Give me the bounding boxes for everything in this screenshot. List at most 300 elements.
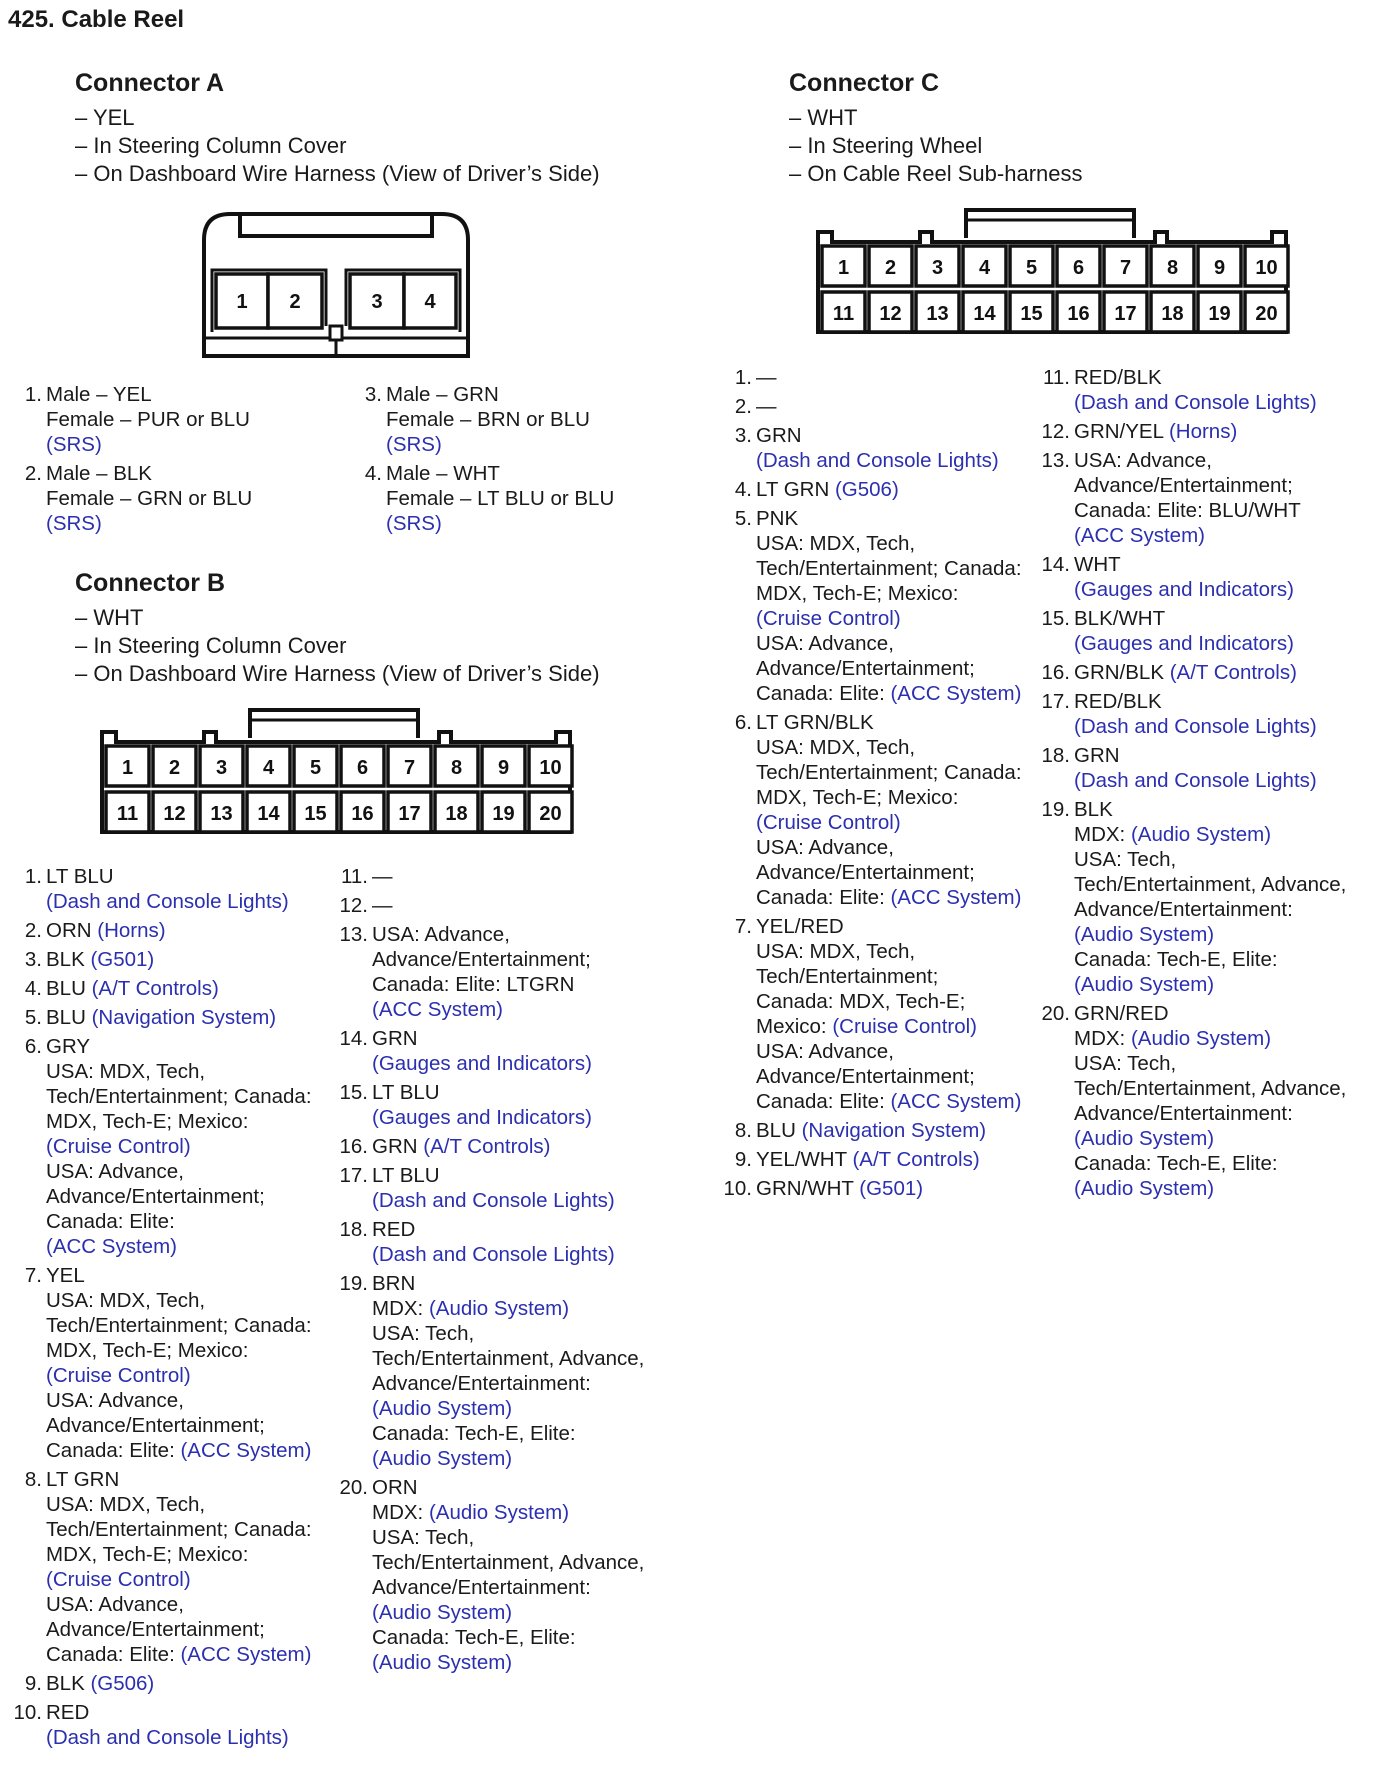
pin-desc-text: Canada: Elite: BLU/WHT bbox=[1074, 499, 1301, 522]
pin-desc-text: Tech/Entertainment; Canada: bbox=[46, 1085, 312, 1108]
pin-number: 3. bbox=[734, 424, 752, 447]
pin-desc-line bbox=[1074, 689, 1380, 714]
pin-desc-text: RED bbox=[372, 1218, 416, 1241]
circuit-link[interactable]: (SRS) bbox=[46, 433, 102, 456]
connector-c-header bbox=[789, 68, 1083, 188]
pin-number: 14. bbox=[339, 1027, 368, 1050]
circuit-link[interactable]: (Audio System) bbox=[1074, 1177, 1215, 1200]
pin-desc-text: Male – YEL bbox=[46, 383, 152, 406]
pin-desc-text: MDX, Tech-E; Mexico: bbox=[756, 786, 959, 809]
pin-number: 4. bbox=[734, 478, 752, 501]
pin-desc-line bbox=[372, 1446, 678, 1471]
pin-desc-line bbox=[372, 864, 678, 889]
pin-desc-text: Advance/Entertainment; bbox=[1074, 474, 1293, 497]
circuit-link[interactable]: (Audio System) bbox=[1074, 1127, 1215, 1150]
pin-desc-text: Tech/Entertainment, Advance, bbox=[1074, 873, 1347, 896]
pin-desc-line bbox=[1074, 1101, 1380, 1126]
pin-number: 16. bbox=[1041, 661, 1070, 684]
pin-desc-line bbox=[1074, 768, 1380, 793]
connector-b-pin-label: 8 bbox=[450, 757, 463, 779]
connector-b-pin-label: 16 bbox=[351, 803, 374, 825]
circuit-link[interactable]: (Audio System) bbox=[1130, 823, 1272, 846]
pin-number: 7. bbox=[24, 1264, 42, 1287]
pin-desc-line bbox=[1074, 897, 1380, 922]
pin-desc-text: USA: Advance, bbox=[46, 1593, 184, 1616]
pin-desc-line bbox=[756, 423, 1052, 448]
pin-desc-text: Female – GRN or BLU bbox=[46, 487, 253, 510]
page-title: 425. Cable Reel bbox=[8, 6, 185, 33]
pin-desc-text: Canada: Elite: bbox=[46, 1439, 181, 1462]
pin-entry bbox=[722, 1118, 1052, 1143]
pin-number: 9. bbox=[24, 1672, 42, 1695]
connector-b-pin-label: 6 bbox=[356, 757, 369, 779]
circuit-link[interactable]: (Cruise Control) bbox=[832, 1015, 977, 1038]
pin-number: 10. bbox=[723, 1177, 752, 1200]
pin-desc-text: MDX, Tech-E; Mexico: bbox=[46, 1543, 249, 1566]
pin-desc-line bbox=[372, 922, 678, 947]
pin-desc-text: USA: MDX, Tech, bbox=[756, 532, 916, 555]
pin-number: 1. bbox=[734, 366, 752, 389]
pin-desc-line bbox=[46, 1288, 332, 1313]
pin-desc-text: USA: Advance, bbox=[756, 632, 894, 655]
pin-desc-line bbox=[372, 1321, 678, 1346]
connector-b-pin-label: 4 bbox=[262, 757, 275, 779]
connector-b-diagram bbox=[98, 706, 574, 836]
pin-entry bbox=[12, 1467, 332, 1667]
pin-entry bbox=[722, 1176, 1052, 1201]
pin-desc-text: BRN bbox=[372, 1272, 416, 1295]
pin-desc-text: GRN/WHT bbox=[756, 1177, 860, 1200]
pin-number: 8. bbox=[24, 1468, 42, 1491]
pin-entry bbox=[12, 1671, 332, 1696]
circuit-link[interactable]: (Cruise Control) bbox=[46, 1364, 191, 1387]
pin-desc-line bbox=[1074, 365, 1380, 390]
pin-desc-line bbox=[1074, 743, 1380, 768]
connector-c-pin-label: 9 bbox=[1213, 257, 1226, 279]
circuit-link[interactable]: (ACC System) bbox=[372, 998, 503, 1021]
pin-desc-line bbox=[46, 1134, 332, 1159]
connector-b-pin-label: 17 bbox=[398, 803, 421, 825]
pin-desc-text: Canada: Elite: bbox=[46, 1643, 181, 1666]
circuit-link[interactable]: (Dash and Console Lights) bbox=[1074, 391, 1317, 414]
pin-desc-line bbox=[372, 1242, 678, 1267]
pin-desc-line bbox=[1074, 1151, 1380, 1176]
pin-entry bbox=[12, 1700, 332, 1750]
pin-desc-line bbox=[46, 889, 332, 914]
pin-desc-line bbox=[372, 1475, 678, 1500]
pin-entry bbox=[722, 394, 1052, 419]
pin-desc-line bbox=[1074, 473, 1380, 498]
pin-desc-line bbox=[756, 631, 1052, 656]
pin-number: 13. bbox=[1041, 449, 1070, 472]
pin-entry bbox=[338, 1217, 678, 1267]
pin-number: 5. bbox=[24, 1006, 42, 1029]
pin-entry bbox=[1040, 448, 1380, 548]
circuit-link[interactable]: (G506) bbox=[90, 1672, 155, 1695]
connector-b-pin-label: 13 bbox=[210, 803, 233, 825]
pin-desc-text: ORN bbox=[46, 919, 98, 942]
pin-number: 17. bbox=[339, 1164, 368, 1187]
connector-a-pin-label: 1 bbox=[236, 291, 248, 313]
pin-desc-text: Advance/Entertainment; bbox=[756, 1065, 975, 1088]
pin-desc-text: Advance/Entertainment: bbox=[372, 1372, 591, 1395]
circuit-link[interactable]: (Gauges and Indicators) bbox=[1074, 578, 1294, 601]
pin-desc-line bbox=[1074, 1051, 1380, 1076]
pin-desc-line bbox=[756, 810, 1052, 835]
pin-entry bbox=[12, 461, 332, 536]
pin-desc-line bbox=[46, 1184, 332, 1209]
circuit-link[interactable]: (Audio System) bbox=[428, 1501, 570, 1524]
pin-desc-text: BLU bbox=[46, 1006, 92, 1029]
circuit-link[interactable]: (SRS) bbox=[386, 512, 442, 535]
pin-number: 19. bbox=[1041, 798, 1070, 821]
pin-entry bbox=[338, 922, 678, 1022]
circuit-link[interactable]: (Cruise Control) bbox=[756, 811, 901, 834]
circuit-link[interactable]: (A/T Controls) bbox=[423, 1135, 551, 1158]
pin-desc-line bbox=[1074, 660, 1380, 685]
circuit-link[interactable]: (A/T Controls) bbox=[852, 1148, 980, 1171]
pin-desc-line bbox=[756, 1147, 1052, 1172]
connector-c-pin-label: 3 bbox=[931, 257, 944, 279]
pin-entry bbox=[1040, 1001, 1380, 1201]
circuit-link[interactable]: (Dash and Console Lights) bbox=[1074, 715, 1317, 738]
connector-b-pin-label: 14 bbox=[257, 803, 280, 825]
circuit-link[interactable]: (ACC System) bbox=[890, 682, 1022, 705]
pin-desc-text: Canada: MDX, Tech-E; bbox=[756, 990, 966, 1013]
pin-number: 2. bbox=[734, 395, 752, 418]
pin-number: 9. bbox=[734, 1148, 752, 1171]
pin-desc-line bbox=[372, 1346, 678, 1371]
pin-desc-line bbox=[756, 914, 1052, 939]
pin-desc-line bbox=[46, 1084, 332, 1109]
pin-desc-text: Tech/Entertainment; Canada: bbox=[46, 1314, 312, 1337]
pin-desc-line bbox=[46, 1109, 332, 1134]
pin-desc-line bbox=[1074, 1176, 1380, 1201]
pin-desc-text: MDX, Tech-E; Mexico: bbox=[46, 1339, 249, 1362]
pin-number: 12. bbox=[339, 894, 368, 917]
pin-number: 4. bbox=[24, 977, 42, 1000]
circuit-link[interactable]: (Audio System) bbox=[428, 1297, 570, 1320]
circuit-link[interactable]: (Audio System) bbox=[1074, 923, 1215, 946]
connector-b-pin-label: 12 bbox=[163, 803, 186, 825]
pin-desc-text: LT BLU bbox=[46, 865, 114, 888]
pin-number: 2. bbox=[24, 462, 42, 485]
pin-entry bbox=[12, 947, 332, 972]
pin-desc-text: Male – WHT bbox=[386, 462, 500, 485]
circuit-link[interactable]: (Audio System) bbox=[1130, 1027, 1272, 1050]
pin-entry bbox=[338, 893, 678, 918]
pin-desc-line bbox=[756, 939, 1052, 964]
pin-entry bbox=[12, 382, 332, 457]
pin-desc-text: Canada: Elite: LTGRN bbox=[372, 973, 575, 996]
pin-desc-text: Advance/Entertainment; bbox=[756, 657, 975, 680]
circuit-link[interactable]: (Gauges and Indicators) bbox=[1074, 632, 1294, 655]
pin-desc-line bbox=[46, 1388, 332, 1413]
pin-desc-text: MDX: bbox=[1074, 823, 1131, 846]
connector-b-description bbox=[75, 604, 600, 688]
pin-desc-text: Tech/Entertainment; Canada: bbox=[756, 557, 1022, 580]
pin-number: 14. bbox=[1041, 553, 1070, 576]
circuit-link[interactable]: (Dash and Console Lights) bbox=[372, 1243, 615, 1266]
pin-desc-line bbox=[386, 432, 682, 457]
pin-number: 18. bbox=[1041, 744, 1070, 767]
pin-desc-line bbox=[372, 1296, 678, 1321]
connector-b-title: Connector B bbox=[75, 569, 225, 597]
pin-desc-line bbox=[46, 976, 332, 1001]
pin-desc-text: YEL bbox=[46, 1264, 85, 1287]
pin-desc-text: Canada: Elite: bbox=[756, 682, 891, 705]
pin-desc-text: USA: Tech, bbox=[1074, 848, 1177, 871]
connector-b-pin-label: 7 bbox=[403, 757, 416, 779]
pin-desc-text: Advance/Entertainment: bbox=[372, 1576, 591, 1599]
pin-desc-line bbox=[46, 511, 332, 536]
pin-desc-text: Canada: Tech-E, Elite: bbox=[1074, 1152, 1278, 1175]
pin-entry bbox=[1040, 689, 1380, 739]
pin-desc-text: GRN bbox=[372, 1135, 424, 1158]
pin-entry bbox=[722, 710, 1052, 910]
pin-entry bbox=[338, 1163, 678, 1213]
connector-c-title: Connector C bbox=[789, 69, 939, 97]
circuit-link[interactable]: (Gauges and Indicators) bbox=[372, 1106, 592, 1129]
pin-desc-line bbox=[756, 710, 1052, 735]
pin-entry bbox=[12, 1005, 332, 1030]
pin-desc-line bbox=[756, 365, 1052, 390]
pin-desc-line bbox=[756, 656, 1052, 681]
circuit-link[interactable]: (Dash and Console Lights) bbox=[46, 1726, 289, 1749]
pin-number: 6. bbox=[24, 1035, 42, 1058]
pin-desc-text: GRN/YEL bbox=[1074, 420, 1169, 443]
connector-b-pin-label: 9 bbox=[497, 757, 510, 779]
circuit-link[interactable]: (Cruise Control) bbox=[46, 1568, 191, 1591]
pin-desc-line bbox=[756, 477, 1052, 502]
pin-desc-text: USA: Advance, bbox=[372, 923, 510, 946]
pin-desc-text: YEL/RED bbox=[756, 915, 844, 938]
connector-c-pin-label: 10 bbox=[1255, 257, 1278, 279]
pin-desc-text: Canada: Elite: bbox=[756, 1090, 891, 1113]
pin-desc-text: Advance/Entertainment; bbox=[46, 1414, 265, 1437]
pin-desc-line bbox=[1074, 1076, 1380, 1101]
circuit-link[interactable]: (Cruise Control) bbox=[756, 607, 901, 630]
pin-number: 2. bbox=[24, 919, 42, 942]
pin-desc-line bbox=[1074, 577, 1380, 602]
pin-desc-line bbox=[386, 486, 682, 511]
pin-number: 3. bbox=[364, 383, 382, 406]
pin-desc-text: Tech/Entertainment; Canada: bbox=[756, 761, 1022, 784]
pin-entry bbox=[352, 382, 682, 457]
connector-c-description bbox=[789, 104, 1083, 188]
pin-desc-line bbox=[372, 1217, 678, 1242]
pin-desc-line bbox=[46, 1338, 332, 1363]
circuit-link[interactable]: (SRS) bbox=[46, 512, 102, 535]
pin-desc-text: LT GRN bbox=[756, 478, 835, 501]
pin-desc-line bbox=[1074, 390, 1380, 415]
pin-desc-text: LT GRN bbox=[46, 1468, 120, 1491]
pin-desc-text: USA: Tech, bbox=[372, 1526, 475, 1549]
connector-c-pin-label: 7 bbox=[1119, 257, 1132, 279]
circuit-link[interactable]: (ACC System) bbox=[180, 1643, 312, 1666]
circuit-link[interactable]: (Audio System) bbox=[1074, 973, 1215, 996]
pin-desc-text: GRN bbox=[756, 424, 802, 447]
circuit-link[interactable]: (Dash and Console Lights) bbox=[46, 890, 289, 913]
circuit-link[interactable]: (Horns) bbox=[1168, 420, 1238, 443]
connector-b-pin-label: 1 bbox=[121, 757, 134, 779]
circuit-link[interactable]: (Audio System) bbox=[372, 1447, 513, 1470]
pin-number: 18. bbox=[339, 1218, 368, 1241]
pin-desc-text: BLU bbox=[756, 1119, 802, 1142]
connector-c-pin-list-left bbox=[722, 365, 1052, 1205]
circuit-link[interactable]: (SRS) bbox=[386, 433, 442, 456]
pin-desc-line bbox=[1074, 1126, 1380, 1151]
circuit-link[interactable]: (ACC System) bbox=[180, 1439, 312, 1462]
pin-desc-text: USA: Advance, bbox=[46, 1160, 184, 1183]
pin-desc-text: Advance/Entertainment; bbox=[46, 1618, 265, 1641]
circuit-link[interactable]: (Audio System) bbox=[372, 1601, 513, 1624]
pin-desc-line bbox=[1074, 498, 1380, 523]
pin-desc-line bbox=[756, 885, 1052, 910]
connector-b-pin-label: 18 bbox=[445, 803, 468, 825]
pin-desc-line bbox=[372, 1105, 678, 1130]
circuit-link[interactable]: (ACC System) bbox=[46, 1235, 177, 1258]
pin-number: 3. bbox=[24, 948, 42, 971]
circuit-link[interactable]: (ACC System) bbox=[890, 886, 1022, 909]
pin-number: 7. bbox=[734, 915, 752, 938]
circuit-link[interactable]: (Audio System) bbox=[372, 1651, 513, 1674]
pin-entry bbox=[1040, 552, 1380, 602]
pin-entry bbox=[338, 1134, 678, 1159]
circuit-link[interactable]: (Navigation System) bbox=[91, 1006, 277, 1029]
circuit-link[interactable]: (Audio System) bbox=[372, 1397, 513, 1420]
pin-desc-line bbox=[46, 382, 332, 407]
connector-b-pin-label: 5 bbox=[309, 757, 322, 779]
pin-number: 1. bbox=[24, 383, 42, 406]
pin-desc-text: Female – BRN or BLU bbox=[386, 408, 590, 431]
pin-desc-line bbox=[46, 1438, 332, 1463]
pin-number: 15. bbox=[1041, 607, 1070, 630]
pin-desc-text: RED/BLK bbox=[1074, 690, 1162, 713]
pin-desc-line bbox=[46, 1671, 332, 1696]
pin-desc-text: BLK bbox=[1074, 798, 1113, 821]
pin-desc-line bbox=[756, 394, 1052, 419]
pin-desc-text: WHT bbox=[1074, 553, 1121, 576]
pin-desc-text: YEL/WHT bbox=[756, 1148, 853, 1171]
pin-desc-text: RED/BLK bbox=[1074, 366, 1162, 389]
pin-desc-line bbox=[46, 918, 332, 943]
circuit-link[interactable]: (A/T Controls) bbox=[91, 977, 219, 1000]
circuit-link[interactable]: (Dash and Console Lights) bbox=[372, 1189, 615, 1212]
pin-desc-line bbox=[756, 760, 1052, 785]
pin-desc-line bbox=[756, 735, 1052, 760]
pin-desc-text: MDX: bbox=[372, 1297, 429, 1320]
pin-desc-text: USA: Advance, bbox=[1074, 449, 1212, 472]
pin-desc-text: BLK/WHT bbox=[1074, 607, 1166, 630]
pin-desc-line bbox=[756, 989, 1052, 1014]
pin-number: 5. bbox=[734, 507, 752, 530]
pin-desc-text: — bbox=[756, 395, 777, 418]
pin-desc-text: Tech/Entertainment, Advance, bbox=[372, 1347, 645, 1370]
pin-desc-text: GRN/RED bbox=[1074, 1002, 1169, 1025]
pin-desc-line bbox=[756, 448, 1052, 473]
pin-desc-line bbox=[372, 1163, 678, 1188]
pin-desc-text: Mexico: bbox=[756, 1015, 833, 1038]
connector-c-desc-line: – On Cable Reel Sub-harness bbox=[789, 161, 1083, 186]
pin-desc-text: USA: MDX, Tech, bbox=[756, 736, 916, 759]
pin-desc-text: ORN bbox=[372, 1476, 418, 1499]
pin-entry bbox=[352, 461, 682, 536]
pin-desc-text: BLU bbox=[46, 977, 92, 1000]
pin-desc-line bbox=[46, 407, 332, 432]
pin-desc-line bbox=[1074, 797, 1380, 822]
pin-desc-text: Female – LT BLU or BLU bbox=[386, 487, 615, 510]
pin-desc-text: LT BLU bbox=[372, 1164, 440, 1187]
pin-number: 12. bbox=[1041, 420, 1070, 443]
circuit-link[interactable]: (Horns) bbox=[97, 919, 166, 942]
pin-desc-line bbox=[372, 893, 678, 918]
pin-desc-line bbox=[46, 432, 332, 457]
pin-number: 19. bbox=[339, 1272, 368, 1295]
circuit-link[interactable]: (G501) bbox=[859, 1177, 924, 1200]
pin-desc-line bbox=[1074, 822, 1380, 847]
pin-desc-line bbox=[46, 1005, 332, 1030]
connector-b-pin-label: 15 bbox=[304, 803, 327, 825]
connector-b-desc-line: – WHT bbox=[75, 605, 144, 630]
pin-desc-line bbox=[46, 1700, 332, 1725]
connector-a-desc-line: – YEL bbox=[75, 105, 135, 130]
circuit-link[interactable]: (ACC System) bbox=[1074, 524, 1205, 547]
circuit-link[interactable]: (A/T Controls) bbox=[1169, 661, 1297, 684]
pin-entry bbox=[722, 1147, 1052, 1172]
circuit-link[interactable]: (Dash and Console Lights) bbox=[756, 449, 999, 472]
circuit-link[interactable]: (ACC System) bbox=[890, 1090, 1022, 1113]
connector-a-desc-line: – In Steering Column Cover bbox=[75, 133, 347, 158]
pin-number: 15. bbox=[339, 1081, 368, 1104]
connector-a-pin-label: 2 bbox=[289, 291, 301, 313]
pin-number: 20. bbox=[1041, 1002, 1070, 1025]
connector-c-pin-label: 20 bbox=[1255, 303, 1278, 325]
pin-entry bbox=[1040, 365, 1380, 415]
pin-entry bbox=[12, 918, 332, 943]
pin-number: 17. bbox=[1041, 690, 1070, 713]
pin-entry bbox=[338, 1475, 678, 1675]
pin-desc-text: MDX, Tech-E; Mexico: bbox=[46, 1110, 249, 1133]
circuit-link[interactable]: (Cruise Control) bbox=[46, 1135, 191, 1158]
pin-desc-text: RED bbox=[46, 1701, 90, 1724]
pin-desc-line bbox=[46, 1263, 332, 1288]
pin-desc-text: BLK bbox=[46, 1672, 91, 1695]
pin-desc-line bbox=[756, 606, 1052, 631]
connector-b-pin-label: 11 bbox=[116, 803, 139, 825]
pin-desc-line bbox=[756, 860, 1052, 885]
pin-desc-text: Advance/Entertainment: bbox=[1074, 1102, 1293, 1125]
pin-desc-line bbox=[756, 556, 1052, 581]
pin-number: 11. bbox=[341, 865, 368, 888]
pin-desc-line bbox=[756, 1014, 1052, 1039]
connector-c-desc-line: – In Steering Wheel bbox=[789, 133, 983, 158]
pin-desc-line bbox=[1074, 922, 1380, 947]
connector-c-pin-label: 5 bbox=[1025, 257, 1038, 279]
circuit-link[interactable]: (Gauges and Indicators) bbox=[372, 1052, 592, 1075]
circuit-link[interactable]: (G501) bbox=[90, 948, 155, 971]
pin-desc-text: USA: Advance, bbox=[756, 1040, 894, 1063]
circuit-link[interactable]: (Navigation System) bbox=[801, 1119, 987, 1142]
pin-desc-line bbox=[386, 382, 682, 407]
pin-entry bbox=[1040, 797, 1380, 997]
circuit-link[interactable]: (G506) bbox=[834, 478, 899, 501]
pin-entry bbox=[12, 864, 332, 914]
circuit-link[interactable]: (Dash and Console Lights) bbox=[1074, 769, 1317, 792]
pin-desc-line bbox=[372, 1371, 678, 1396]
pin-desc-line bbox=[46, 947, 332, 972]
pin-desc-line bbox=[1074, 419, 1380, 444]
